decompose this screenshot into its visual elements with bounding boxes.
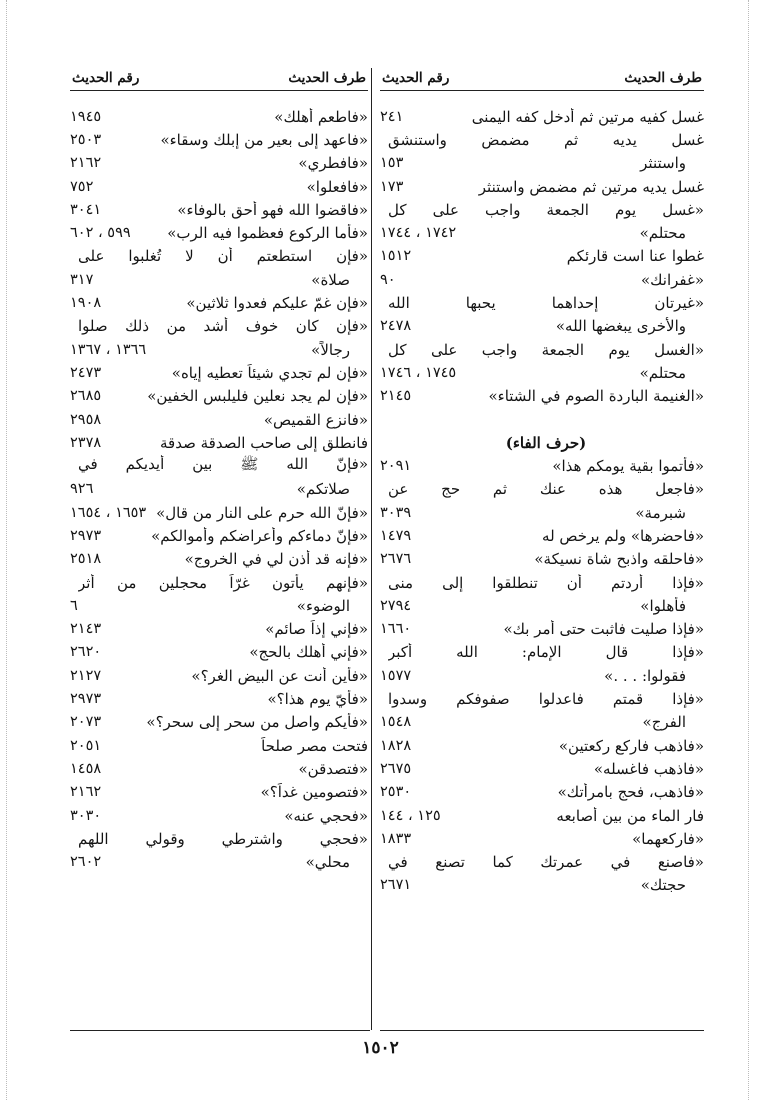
index-entry [70,338,368,361]
hadith-text: «فاذهب فاركع ركعتين» [558,736,704,755]
hadith-number: ١٩٤٥ [70,108,102,125]
index-entry [380,268,704,291]
hadith-number: ٢٧٩٤ [380,597,412,614]
index-entry [70,548,368,571]
hadith-number: ٢٠٧٣ [70,714,102,731]
header-number-label: رقم الحديث [72,70,140,86]
index-entry [70,128,368,151]
index-entry [380,571,704,594]
index-entry [380,291,704,314]
hadith-number: ٦ [70,597,78,614]
hadith-text: «فتصومين غداً؟» [260,783,368,802]
index-entry [380,874,704,897]
hadith-text: «فافعلوا» [306,177,368,196]
index-entry [70,804,368,827]
hadith-text: فقولوا: . . .» [604,666,686,685]
hadith-text: رجالاً» [311,340,350,359]
hadith-text: «فإنّ الله ﷺ بين أيديكم في [78,455,368,474]
hadith-text: «فإن استطعتم أن لا تُغلبوا على [78,247,368,266]
hadith-text: صلاتكم» [296,480,350,499]
hadith-text: «فاذهب، فحج بامرأتك» [557,783,704,802]
right-index-column [380,66,704,897]
index-entry [380,408,704,431]
index-entry [70,734,368,757]
left-index-column [70,66,368,874]
index-entry [380,501,704,524]
hadith-number: ٢٤٧٨ [380,318,412,335]
hadith-text: «فتصدقن» [298,759,368,778]
hadith-number: ٢٦٨٥ [70,388,102,405]
index-entry [70,221,368,244]
hadith-text: «فاطعم أهلك» [274,107,368,126]
hadith-text: «فإذا قال الإمام: الله أكبر [388,643,704,662]
index-entry [380,198,704,221]
index-rows [380,91,704,897]
index-entry [380,361,704,384]
page-number: ١٥٠٢ [362,1038,399,1058]
hadith-text: «فاقضوا الله فهو أحق بالوفاء» [177,200,368,219]
hadith-text: غطوا عنا است قارئكم [566,247,704,266]
hadith-number: ٣٠٤١ [70,201,102,218]
hadith-number: ٢٦٧٦ [380,551,412,568]
index-entry [70,361,368,384]
hadith-text: «فاصنع في عمرتك كما تصنع في [388,853,704,872]
hadith-text: واستنثر [640,154,686,173]
hadith-number: ٢١٤٥ [380,388,412,405]
index-entry [70,175,368,198]
index-entry [70,315,368,338]
section-heading [380,431,704,454]
index-entry [380,548,704,571]
hadith-number: ٢٥٣٠ [380,784,412,801]
index-entry [380,315,704,338]
hadith-number: ١٧٤٢ ، ١٧٤٤ [380,225,457,242]
hadith-number: ١٥٣ [380,155,404,172]
hadith-number: ٢٣٧٨ [70,434,102,451]
hadith-number: ١٨٢٨ [380,737,412,754]
hadith-text: محتلم» [639,363,686,382]
index-entry [380,594,704,617]
index-entry [380,641,704,664]
hadith-number: ٥٩٩ ، ٦٠٢ [70,225,131,242]
hadith-number: ٢٤١ [380,108,404,125]
hadith-number: ٢٦٧٥ [380,760,412,777]
hadith-number: ٣٠٣٩ [380,504,412,521]
hadith-text: «فإنه قد أذن لي في الخروج» [184,550,368,569]
hadith-number: ٢٦٠٢ [70,854,102,871]
index-entry [380,385,704,408]
hadith-text: «غيرتان إحداهما يحبها الله [388,294,704,313]
hadith-number: ٢٦٢٠ [70,644,102,661]
hadith-text: «فاحلقه واذبح شاة نسيكة» [534,550,704,569]
hadith-text: «فإذا أردتم أن تنطلقوا إلى منى [388,573,704,592]
hadith-text: «فأيّ يوم هذا؟» [267,690,368,709]
hadith-number: ٢١٤٣ [70,621,102,638]
hadith-text: «الغسل يوم الجمعة واجب على كل [388,340,704,359]
hadith-number: ١٤٥٨ [70,760,102,777]
index-entry [70,524,368,547]
hadith-number: ٢٥١٨ [70,551,102,568]
column-divider [371,68,372,1030]
hadith-text: «فإن لم يجد نعلين فليلبس الخفين» [147,387,368,406]
hadith-text: «فأيكم واصل من سحر إلى سحر؟» [146,713,368,732]
index-entry [380,757,704,780]
hadith-text: الوضوء» [296,596,350,615]
hadith-text: «فإذا صليت فاثبت حتى أمر بك» [503,620,704,639]
hadith-number: ١٥١٢ [380,248,412,265]
hadith-text: شبرمة» [635,503,686,522]
index-entry [70,757,368,780]
hadith-text: «الغنيمة الباردة الصوم في الشتاء» [488,387,704,406]
hadith-number: ١٧٤٥ ، ١٧٤٦ [380,364,457,381]
header-text-label: طرف الحديث [288,70,366,86]
hadith-number: ٢١٦٢ [70,784,102,801]
hadith-text: محلي» [305,853,350,872]
hadith-text: «فإنّ دماءكم وأعراضكم وأموالكم» [151,526,368,545]
index-entry [70,198,368,221]
index-entry [70,291,368,314]
hadith-text: «فإذا قمتم فاعدلوا صفوفكم وسدوا [388,690,704,709]
margin-dotted-line [6,0,7,1100]
column-header [70,66,368,91]
hadith-text: غسل كفيه مرتين ثم أدخل كفه اليمنى [471,107,704,126]
hadith-number: ١٦٥٣ ، ١٦٥٤ [70,504,147,521]
index-entry [380,221,704,244]
hadith-text: «فأما الركوع فعظموا فيه الرب» [167,224,368,243]
bottom-rule [70,1030,370,1031]
index-entry [70,501,368,524]
hadith-text: صلاة» [311,270,350,289]
hadith-text: «فحجي عنه» [284,806,368,825]
hadith-text: غسل يديه ثم مضمض واستنشق [388,130,704,149]
index-entry [380,827,704,850]
hadith-text: «فاحضرها» ولم يرخص له [542,526,704,545]
hadith-text: «فاعهد إلى بعير من إبلك وسقاء» [160,130,368,149]
hadith-text: فتحت مصر صلحاً [261,736,368,755]
hadith-text: «فإنّ الله حرم على النار من قال» [156,503,368,522]
hadith-number: ٢١٦٢ [70,155,102,172]
index-entry [70,687,368,710]
hadith-text: «فإن لم تجدي شيئاً تعطيه إياه» [171,363,368,382]
margin-dotted-line [748,0,749,1100]
hadith-text: (حرف الفاء) [505,433,587,452]
header-text-label: طرف الحديث [624,70,702,86]
index-entry [70,851,368,874]
hadith-text: «غسل يوم الجمعة واجب على كل [388,200,704,219]
index-entry [70,594,368,617]
hadith-text: فأهلوا» [640,596,686,615]
index-entry [70,454,368,477]
index-rows [70,91,368,874]
index-entry [380,245,704,268]
hadith-number: ٢٠٥١ [70,737,102,754]
index-entry [70,408,368,431]
index-entry [380,618,704,641]
hadith-number: ١٦٦٠ [380,621,412,638]
index-entry [380,804,704,827]
hadith-number: ٢١٢٧ [70,667,102,684]
hadith-text: «فإن كان خوف أشد من ذلك صلوا [78,317,368,336]
index-entry [70,152,368,175]
hadith-text: «فانزع القميص» [263,410,368,429]
hadith-number: ٢٥٠٣ [70,131,102,148]
index-entry [70,618,368,641]
hadith-number: ٢٩٥٨ [70,411,102,428]
hadith-text: «فاجعل هذه عنك ثم حج عن [388,480,704,499]
hadith-text: والأخرى يبغضها الله» [555,317,686,336]
column-header [380,66,704,91]
header-number-label: رقم الحديث [382,70,450,86]
hadith-number: ١٨٣٣ [380,830,412,847]
index-entry [380,711,704,734]
index-entry [380,175,704,198]
hadith-text: «فإن غمّ عليكم فعدوا ثلاثين» [186,294,368,313]
hadith-text: «فإنهم يأتون غرّاً محجلين من أثر [78,573,368,592]
hadith-number: ١٣٦٦ ، ١٣٦٧ [70,341,147,358]
hadith-text: «فاركعهما» [632,829,704,848]
hadith-number: ١٥٧٧ [380,667,412,684]
index-entry [70,431,368,454]
hadith-text: محتلم» [639,224,686,243]
index-entry [70,245,368,268]
hadith-number: ١٥٤٨ [380,714,412,731]
hadith-text: حجتك» [640,876,686,895]
index-entry [70,641,368,664]
index-entry [380,687,704,710]
index-entry [380,781,704,804]
hadith-text: فانطلق إلى صاحب الصدقة صدقة [160,433,368,452]
hadith-text: «فحجي واشترطي وقولي اللهم [78,829,368,848]
hadith-number: ١٧٣ [380,178,404,195]
hadith-text: «فافطري» [298,154,368,173]
hadith-number: ٢٠٩١ [380,458,412,475]
hadith-text: «فإني أهلك بالحج» [249,643,368,662]
index-entry [70,571,368,594]
hadith-number: ٢٤٧٣ [70,364,102,381]
hadith-text: «فاذهب فاغسله» [593,759,704,778]
hadith-text: فار الماء من بين أصابعه [556,806,704,825]
hadith-number: ٢٩٧٣ [70,527,102,544]
hadith-number: ٧٥٢ [70,178,94,195]
index-entry [380,338,704,361]
index-entry [70,105,368,128]
index-entry [380,734,704,757]
index-entry [70,711,368,734]
index-entry [380,478,704,501]
hadith-number: ١٤٧٩ [380,527,412,544]
index-entry [380,664,704,687]
index-entry [380,128,704,151]
hadith-number: ٩٠ [380,271,396,288]
hadith-text: «غفرانك» [640,270,704,289]
index-entry [70,268,368,291]
hadith-text: «فأين أنت عن البيض الغر؟» [191,666,368,685]
hadith-text: «فأتموا بقية يومكم هذا» [552,457,704,476]
hadith-number: ١٢٥ ، ١٤٤ [380,807,441,824]
index-entry [380,454,704,477]
index-entry [70,827,368,850]
hadith-number: ٣١٧ [70,271,94,288]
hadith-number: ٢٦٧١ [380,877,412,894]
index-entry [380,105,704,128]
hadith-text: «فإني إذاً صائم» [265,620,368,639]
index-entry [70,664,368,687]
bottom-rule [380,1030,704,1031]
index-entry [380,851,704,874]
index-entry [380,524,704,547]
hadith-number: ٣٠٣٠ [70,807,102,824]
hadith-number: ١٩٠٨ [70,295,102,312]
hadith-number: ٩٢٦ [70,481,94,498]
index-entry [380,152,704,175]
index-entry [70,385,368,408]
index-entry [70,781,368,804]
hadith-text: غسل يديه مرتين ثم مضمض واستنثر [478,177,704,196]
index-entry [70,478,368,501]
hadith-text: الفرج» [642,713,686,732]
hadith-number: ٢٩٧٣ [70,691,102,708]
